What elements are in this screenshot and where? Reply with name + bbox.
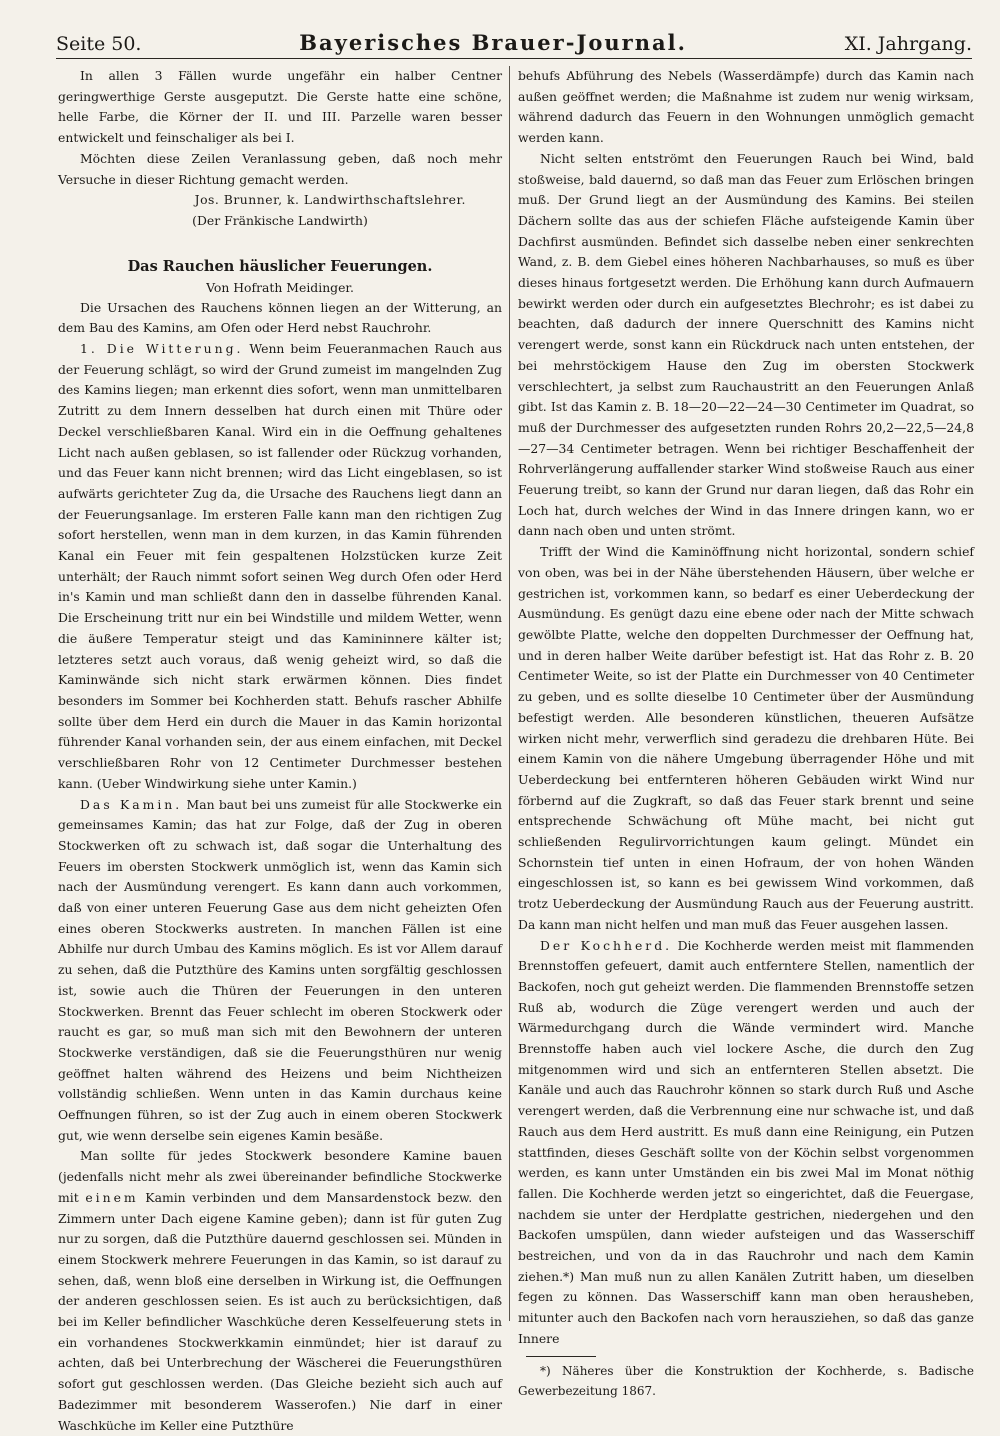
paragraph: Möchten diese Zeilen Veranlassung geben, daß noch mehr Versuche in dieser Richtung gemacht werden. [58, 150, 502, 187]
section-text: Wenn beim Feueranmachen Rauch aus der Feuerung schlägt, so wird der Grund zumeist im mangelnden Zug des Kamins liegen; man erkennt dies sofort, wenn man unmittelbaren Zutritt zu dem Innern desselben hat durch einen mit Thüre oder Deckel verschließbaren Kanal. Wird ein in die Oeffnung gehaltenes Licht nach außen geblasen, so ist fallender oder Rückzug vorhanden, und das Feuer kann nicht brennen; wird das Licht eingeblasen, so ist aufwärts gerichteter Zug da, die Ursache des Rauchens liegt dann an der Feuerungsanlage. Im ersteren Falle kann man den richtigen Zug sofort herstellen, wenn man in dem kurzen, in das Kamin führenden Kanal ein Feuer mit fein gespaltenen Holzstücken kurze Zeit unterhält; der Rauch nimmt sofort seinen Weg durch Ofen oder Herd in's Kamin und man schließt dann den in dasselbe führenden Kanal. Die Erscheinung tritt nur ein bei Windstille und mildem Wetter, wenn die äußere Temperatur steigt und das Kamininnere kälter ist; letzteres setzt auch voraus, daß wenig geheizt wird, so daß die Kaminwände sich nicht stark erwärmen können. Dies findet besonders im Sommer bei Kochherden statt. Behufs rascher Abhilfe sollte über dem Herd ein durch die Mauer in das Kamin horizontal führender Kanal vorhanden sein, der aus einem einfachen, mit Deckel verschließbaren Rohr von 12 Centimeter Durchmesser bestehen kann. (Ueber Windwirkung siehe unter Kamin.) [58, 341, 502, 791]
column-divider [509, 66, 510, 1321]
footnote-rule [526, 1356, 596, 1357]
paragraph: In allen 3 Fällen wurde ungefähr ein halber Centner geringwerthige Gerste ausgeputzt. Die Gerste hatte eine schöne, helle Farbe, die Körner der II. und III. Parzelle waren besser entwickelt und feinschaliger als bei I. [58, 68, 502, 146]
section-label-kamin: Das Kamin. [80, 796, 183, 812]
section-text: Man sollte für jedes Stockwerk besondere Kamine bauen (jedenfalls nicht mehr als zwei übereinander befindliche Stockwerke mit [58, 1148, 502, 1205]
paragraph: Trifft der Wind die Kaminöffnung nicht horizontal, sondern schief von oben, was bei in der Nähe überstehenden Häusern, über welche er gestrichen ist, vorkommen kann, so bedarf es einer Ueberdeckung der Ausmündung. Es genügt dazu eine ebene oder nach der Mitte schwach gewölbte Platte, welche den doppelten Durchmesser der Oeffnung hat, und in deren halber Weite darüber befestigt ist. Hat das Rohr z. B. 20 Centimeter Weite, so ist der Platte ein Durchmesser von 40 Centimeter zu geben, und es sollte dieselbe 10 Centimeter über der Ausmündung befestigt werden. Alle besonderen künstlichen, theueren Aufsätze wirken nicht mehr, verwerflich sind geradezu die drehbaren Hüte. Bei einem Kamin von die nähere Umgebung überragender Höhe und mit Ueberdeckung bei entfernteren höheren Gebäuden wirkt Wind nur förbernd auf die Zugkraft, so daß das Feuer stark brennt und seine entsprechende Schwächung oft Mühe macht, bei nicht gut schließenden Regulirvorrichtungen kaum gelingt. Mündet ein Schornstein tief unten in einen Hofraum, der von hohen Wänden eingeschlossen ist, so kann es bei gewissem Wind vorkommen, daß trotz Ueberdeckung der Ausmündung Rauch aus der Feuerung austritt. Da kann man nicht helfen und man muß das Feuer ausgehen lassen. [518, 544, 974, 932]
paragraph: behufs Abführung des Nebels (Wasserdämpfe) durch das Kamin nach außen geöffnet werden; die Maßnahme ist zudem nur wenig wirksam, während dadurch das Feuern in den Wohnungen unmöglich gemacht werden kann. [518, 68, 974, 146]
footnote: *) Näheres über die Konstruktion der Kochherde, s. Badische Gewerbezeitung 1867. [518, 1363, 974, 1398]
paragraph [58, 795, 502, 1147]
source-credit: (Der Fränkische Landwirth) [192, 212, 368, 228]
article-title: Das Rauchen häuslicher Feuerungen. [127, 257, 433, 275]
paragraph [518, 936, 974, 1350]
article-byline: Von Hofrath Meidinger. [206, 279, 354, 295]
emphasized-word: einem [85, 1189, 139, 1205]
paragraph: Nicht selten entströmt den Feuerungen Rauch bei Wind, bald stoßweise, bald dauernd, so daß man das Feuer zum Erlöschen bringen muß. Der Grund liegt an der Ausmündung des Kamins. Bei steilen Dächern sollte das aus der schiefen Fläche aufsteigende Kamin über Dachfirst ausmünden. Befindet sich dasselbe neben einer senkrechten Wand, z. B. dem Giebel eines höheren Nachbarhauses, so muß es über dieses hinaus fortgesetzt werden. Die Erhöhung kann durch Aufmauern bewirkt werden oder durch ein aufgesetztes Blechrohr; es ist dabei zu beachten, daß dadurch der innere Querschnitt des Kamins nicht verengert werde, sonst kann ein Rückdruck nach unten entstehen, der bei mehrstöckigem Hause den Zug im obersten Stockwerk verschlechtert, ja selbst zum Rauchaustritt an den Feuerungen Anlaß gibt. Ist das Kamin z. B. 18—20—22—24—30 Centimeter im Quadrat, so muß der Durchmesser des aufgesetzten runden Rohrs 20,2—22,5—24,8—27—34 Centimeter betragen. Wenn bei richtiger Beschaffenheit der Rohrverlängerung auffallender starker Wind stoßweise Rauch aus einer Feuerung treibt, so kann der Grund nur daran liegen, daß das Rohr ein Loch hat, durch welches der Wind in das Innere dringen kann, wo er dann nach oben und unten strömt. [518, 150, 974, 539]
section-text: Kamin verbinden und dem Mansardenstock bezw. den Zimmern unter Dach eigene Kamine geben); dann ist für guten Zug nur zu sorgen, daß die Putzthüre dauernd geschlossen sei. Münden in einem Stockwerk mehrere Feuerungen in das Kamin, so ist darauf zu sehen, daß, wenn bloß eine derselben in Wirkung ist, die Oeffnungen der anderen geschlossen seien. Es ist auch zu berücksichtigen, daß bei im Keller befindlicher Waschküche deren Kesselfeuerung stets in ein vorhandenes Stockwerkkamin einmündet; hier ist darauf zu achten, daß bei Unterbrechung der Wäscherei die Feuerungsthüren sofort gut geschlossen werden. (Das Gleiche bezieht sich auch auf Badezimmer mit besonderem Wasserofen.) Nie darf in einer Waschküche im Keller eine Putzthüre [58, 1189, 502, 1433]
page-number: Seite 50. [56, 33, 142, 55]
section-text: Die Kochherde werden meist mit flammenden Brennstoffen gefeuert, damit auch entferntere Stellen, namentlich der Backofen, noch gut geheizt werden. Die flammenden Brennstoffe setzen Ruß ab, wodurch die Züge verengert werden und auch der Wärmedurchgang durch die Wände vermindert wird. Manche Brennstoffe haben auch viel lockere Asche, die durch den Zug mitgenommen wird und sich an entfernteren Stellen absetzt. Die Kanäle und auch das Rauchrohr können so stark durch Ruß und Asche verengert werden, daß die Verbrennung eine nur schwache ist, und daß Rauch aus dem Herd austritt. Es muß dann eine Reinigung, ein Putzen stattfinden, dieses Geschäft sollte von der Köchin selbst vorgenommen werden, es kann unter Umständen ein bis zwei Mal im Monat nöthig fallen. Die Kochherde werden jetzt so eingerichtet, daß die Feuergase, nachdem sie unter der Herdplatte gestrichen, niedergehen und den Backofen umspülen, dann wieder aufsteigen und das Wasserschiff bestreichen, und von da in das Rauchrohr und nach dem Kamin ziehen.*) Man muß nun zu allen Kanälen Zutritt haben, um dieselben fegen zu können. Das Wasserschiff kann man oben herausheben, mitunter auch den Backofen nach vorn herausziehen, so daß das ganze Innere [518, 937, 974, 1346]
left-column [58, 66, 502, 1433]
paragraph [58, 1146, 502, 1436]
paragraph [58, 339, 502, 794]
volume-label: XI. Jahrgang. [844, 33, 972, 55]
author-signature: Jos. Brunner, k. Landwirthschaftslehrer. [194, 192, 466, 208]
section-text: Man baut bei uns zumeist für alle Stockwerke ein gemeinsames Kamin; das hat zur Folge, daß der Zug in oberen Stockwerken oft zu schwach ist, daß sogar die Unterhaltung des Feuers im obersten Stockwerk unmöglich ist, wenn das Kamin sich nach der Ausmündung verengert. Es kann dann auch vorkommen, daß von einer unteren Feuerung Gase aus dem nicht geheizten Ofen eines oberen Stockwerks austreten. In manchen Fällen ist eine Abhilfe nur durch Umbau des Kamins möglich. Es ist vor Allem darauf zu sehen, daß die Putzthüre des Kamins unten sorgfältig geschlossen ist, sowie auch die Thüren der Feuerungen in den unteren Stockwerken. Brennt das Feuer schlecht im oberen Stockwerk oder raucht es gar, so muß man sich mit den Bewohnern der unteren Stockwerke verständigen, daß sie die Feuerungsthüren nur wenig geöffnet halten während des Heizens und beim Nichtheizen vollständig schließen. Wenn unten in das Kamin durchaus keine Oeffnungen führen, so ist der Zug auch in einem oberen Stockwerk gut, wie wenn derselbe sein eigenes Kamin besäße. [58, 796, 502, 1143]
journal-title: Bayerisches Brauer-Journal. [299, 30, 687, 55]
right-column [518, 66, 974, 1398]
paragraph: Die Ursachen des Rauchens können liegen an der Witterung, an dem Bau des Kamins, am Ofen oder Herd nebst Rauchrohr. [58, 299, 502, 336]
section-label-kochherd: Der Kochherd. [540, 937, 673, 953]
section-label-witterung: 1. Die Witterung. [80, 341, 244, 357]
page-header [56, 30, 972, 59]
